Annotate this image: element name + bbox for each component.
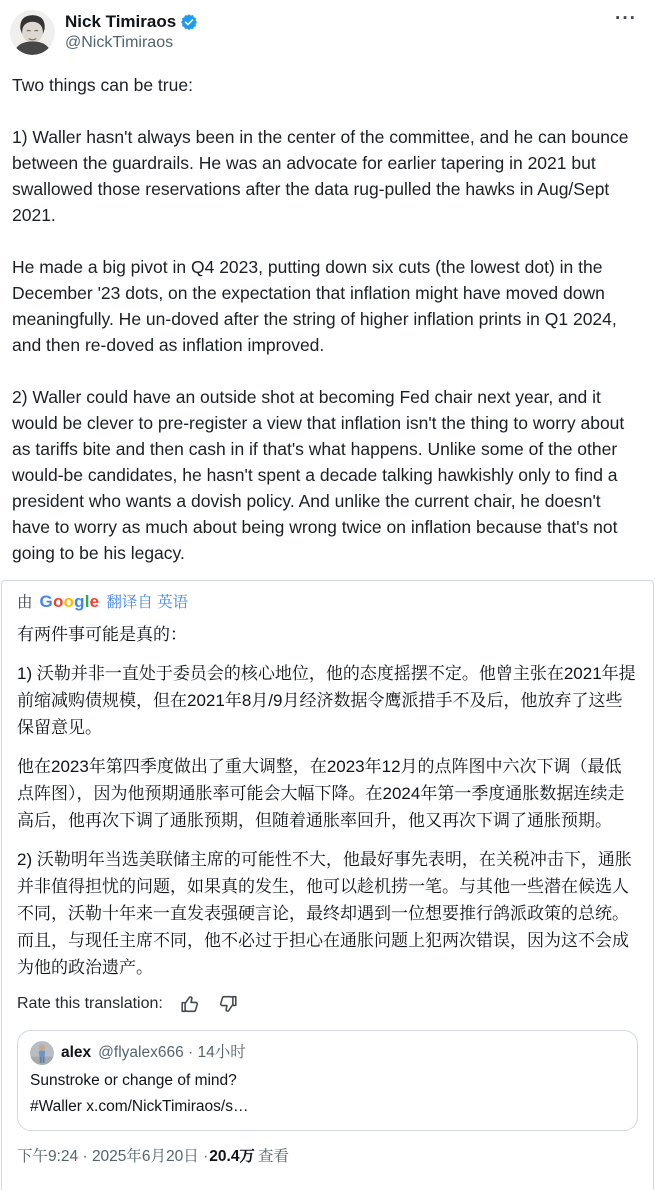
tweet-footer [17,1144,638,1166]
google-letter: l [84,592,90,611]
author-display-name[interactable]: Nick Timiraos [65,12,177,31]
thumbs-up-icon [179,993,201,1015]
quoted-avatar-image [30,1041,54,1065]
translated-from-link[interactable]: 翻译自 英语 [106,594,189,611]
author-names [65,10,609,53]
translated-paragraph: 有两件事可能是真的： [17,625,187,644]
tweet-paragraph: 2) Waller could have an outside shot at becoming Fed chair next year, and it would be clever to pre-register a view that inflation isn't the thing to worry about as tariffs bite and then cash in if that's what happens. Unlike some of the other would-be candidates, he hasn't spent a decade talking hawkishly only to find a president who wants a dovish policy. And unlike the current chair, he doesn't have to worry as much about being wrong twice on inflation because that's not going to be his legacy. [12,387,625,563]
google-logo [40,592,100,612]
google-letter: e [89,592,100,611]
tweet-paragraph: Two things can be true: [12,75,193,95]
google-letter: G [39,592,53,611]
google-letter: o [52,592,64,611]
views-count[interactable]: 20.4万 [209,1148,255,1165]
thumbs-down-button[interactable] [217,993,239,1015]
translation-attribution [17,590,638,612]
quoted-author-avatar[interactable] [30,1041,54,1065]
google-letter: g [74,592,85,611]
author-handle[interactable]: @NickTimiraos [65,34,174,51]
tweet-text [0,72,655,566]
translation-prefix: 由 [17,594,33,611]
profile-avatar-image [10,10,55,55]
quoted-tweet-text [30,1068,625,1120]
quoted-author-name[interactable]: alex [61,1044,92,1061]
translated-text [17,621,638,981]
tweet-paragraph: 1) Waller hasn't always been in the center of the committee, and he can bounce between the guardrails. He was an advocate for earlier tapering in 2021 but swallowed those reservations after the data rug-pulled the hawks in Aug/Sept 2021. [12,127,629,225]
translated-paragraph: 1) 沃勒并非一直处于委员会的核心地位，他的态度摇摆不定。他曾主张在2021年提前缩减购债规模，但在2021年8月/9月经济数据令鹰派措手不及后，他放弃了这些保留意见。 [17,664,636,737]
quoted-tweet-header [30,1041,625,1065]
quoted-tweet-card[interactable] [17,1030,638,1131]
rate-translation-row [17,993,638,1015]
thumbs-down-icon [217,993,239,1015]
tweet-paragraph: He made a big pivot in Q4 2023, putting down six cuts (the lowest dot) in the December '23 dots, on the expectation that inflation might have moved down meaningfully. He un-doved after the string of higher inflation prints in Q1 2024, and then re-doved as inflation improved. [12,257,617,355]
quoted-tweet-line: Sunstroke or change of mind? [30,1072,237,1089]
translated-paragraph: 2) 沃勒明年当选美联储主席的可能性不大，他最好事先表明，在关税冲击下，通胀并非值得担忧的问题，如果真的发生，他可以趁机捞一笔。与其他一些潜在候选人不同，沃勒十年来一直发表强硬言论，最终却遇到一位想要推行鸽派政策的总统。而且，与现任主席不同，他不必过于担心在通胀问题上犯两次错误，因为这不会成为他的政治遗产。 [17,850,632,977]
views-label: 查看 [257,1148,289,1165]
verified-badge-icon [180,13,198,31]
timestamp: 下午9:24 · 2025年6月20日 · [17,1148,209,1165]
tweet-header [0,0,655,55]
quoted-tweet-link-line[interactable]: #Waller x.com/NickTimiraos/s… [30,1098,249,1115]
rate-translation-label: Rate this translation: [17,995,163,1012]
quoted-author-meta: @flyalex666 · 14小时 [98,1044,246,1061]
profile-avatar[interactable] [10,10,55,55]
more-options-button[interactable]: ··· [615,8,637,29]
translated-paragraph: 他在2023年第四季度做出了重大调整，在2023年12月的点阵图中六次下调（最低点阵图），因为他预期通胀率可能会大幅下降。在2024年第一季度通胀数据连续走高后，他再次下调了通胀预期，但随着通胀率回升，他又再次下调了通胀预期。 [17,757,625,830]
google-letter: o [63,592,75,611]
translation-box [1,580,654,1190]
thumbs-up-button[interactable] [179,993,201,1015]
